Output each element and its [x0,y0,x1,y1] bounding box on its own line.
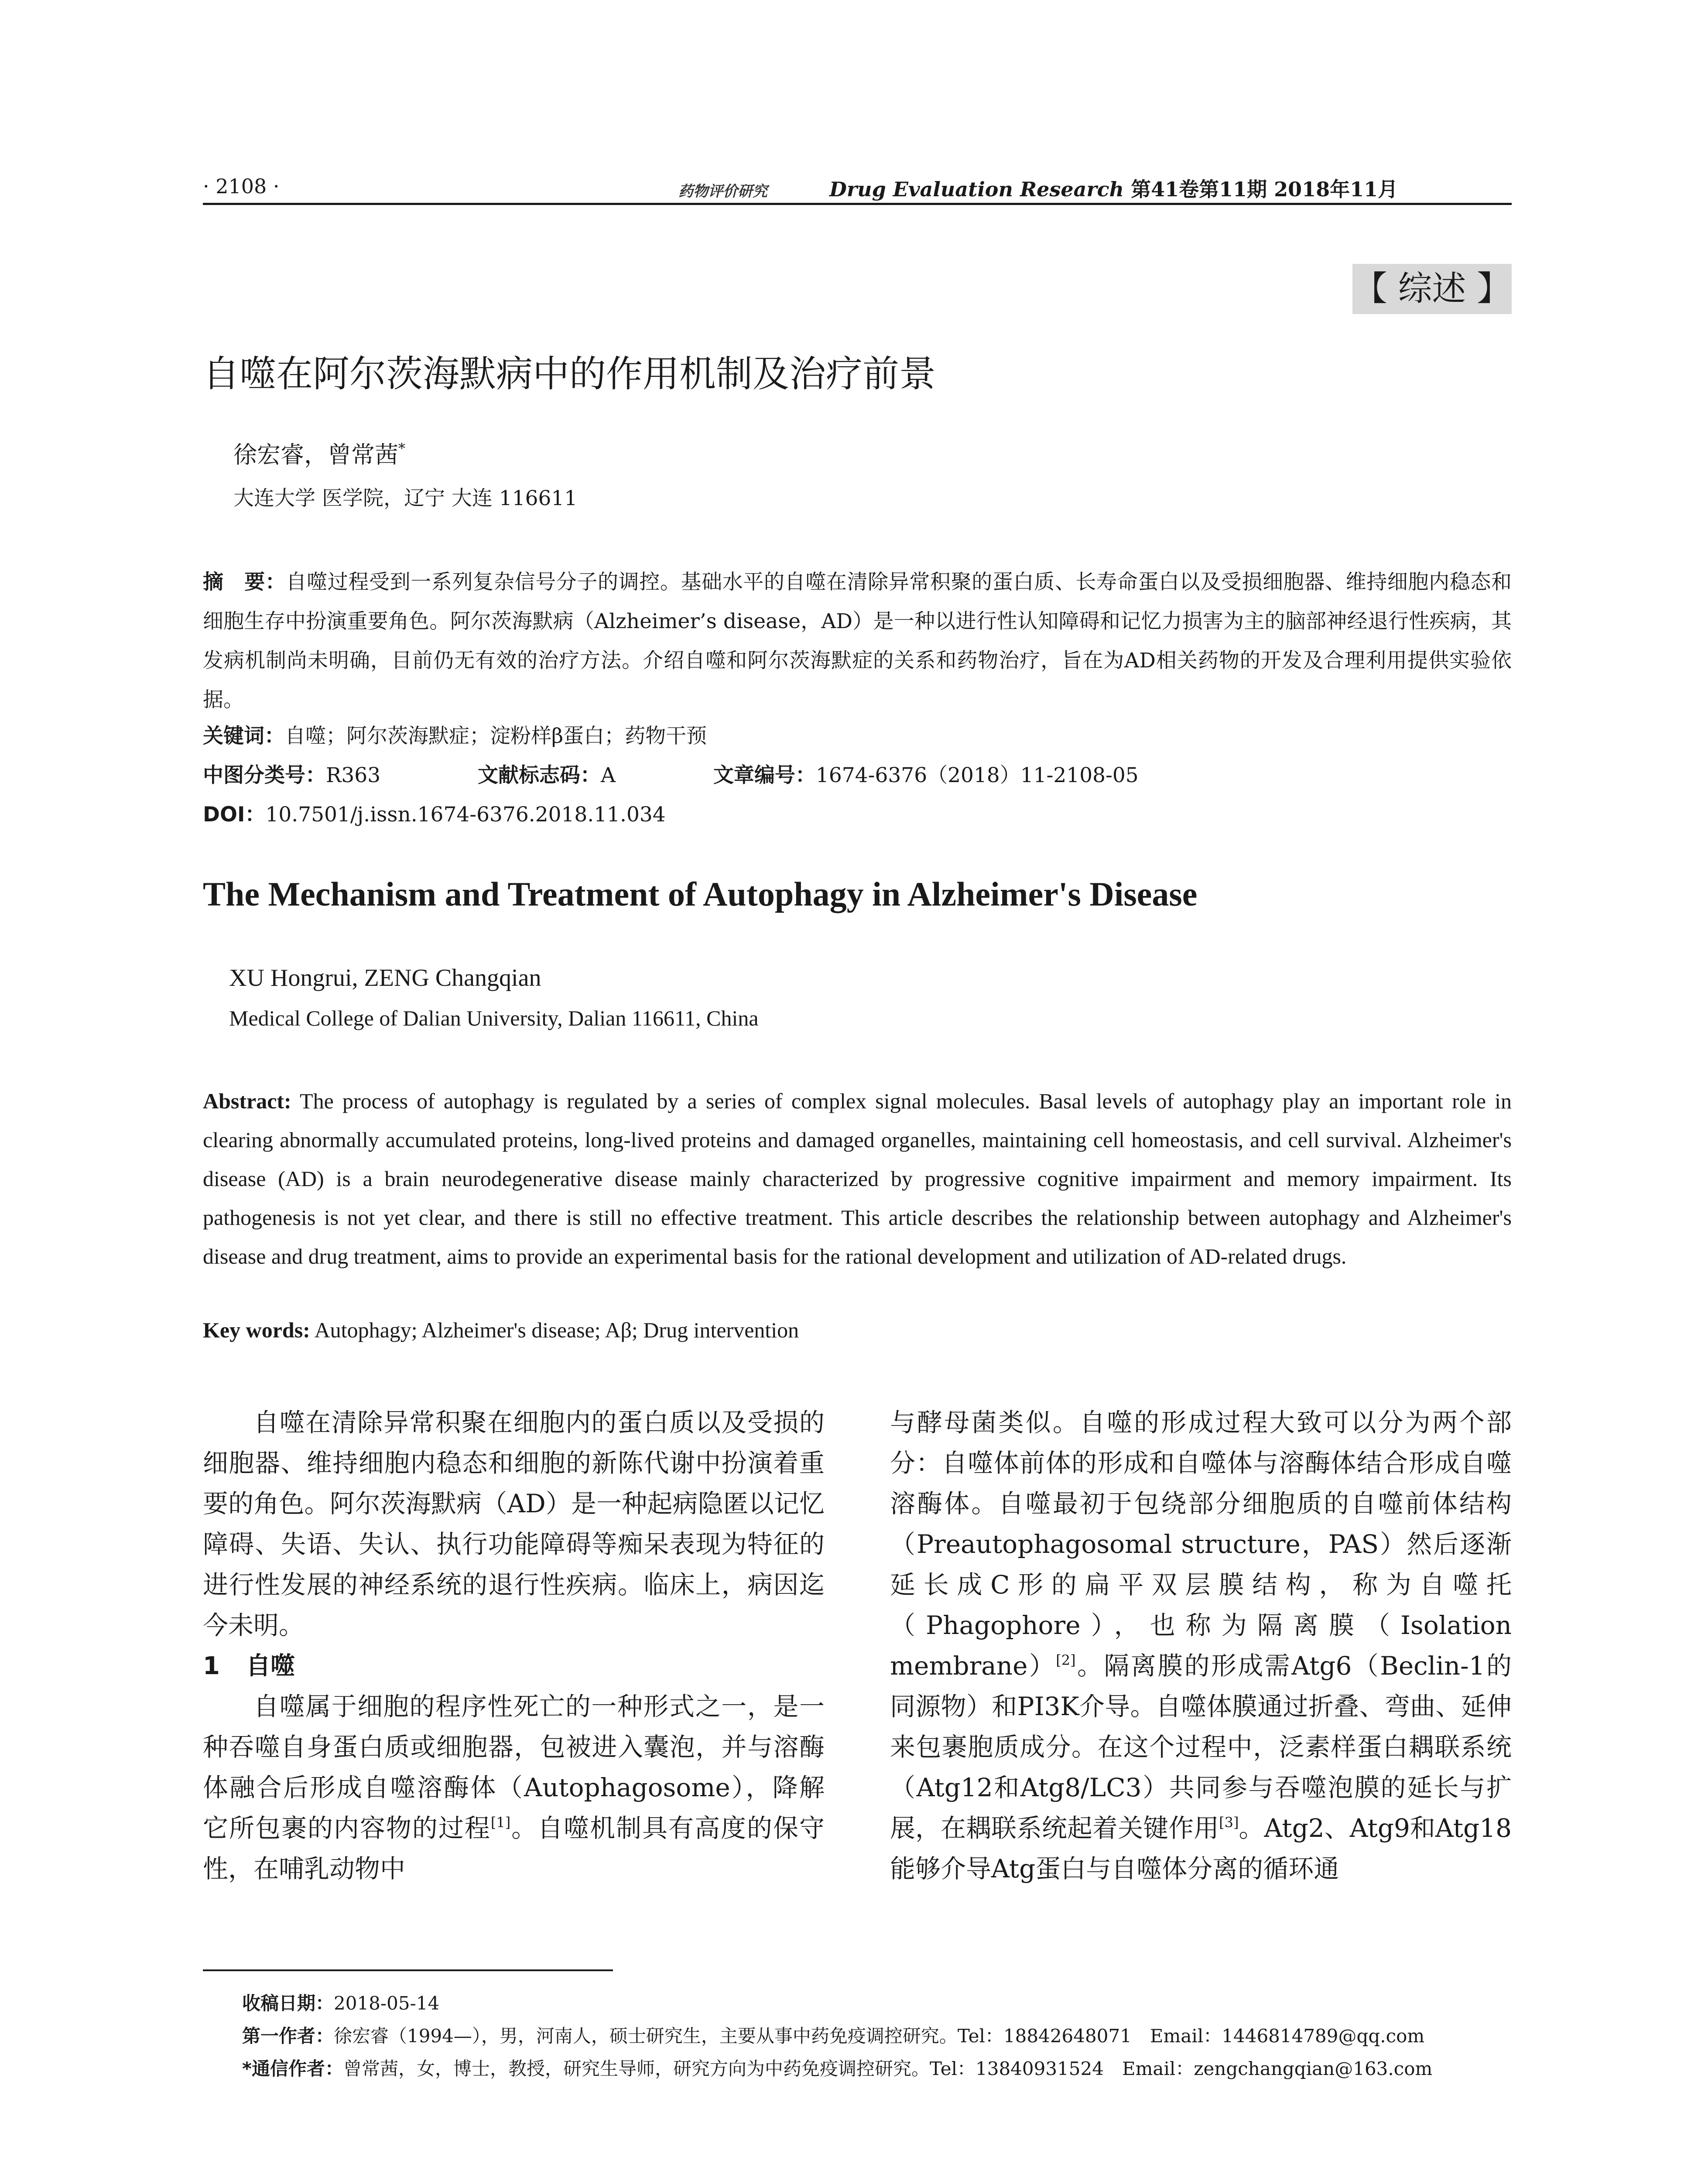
abstract-en-label: Abstract: [203,1089,291,1113]
first-author-label: 第一作者： [242,2025,334,2047]
keywords-en-label: Key words: [203,1318,310,1342]
corresponding-text: 曾常茜，女，博士，教授，研究生导师，研究方向为中药免疫调控研究。Tel：13840931524 Email：zengchangqian@163.com [343,2058,1433,2079]
first-author-text: 徐宏睿（1994—），男，河南人，硕士研究生，主要从事中药免疫调控研究。Tel：18842648071 Email：1446814789@qq.com [334,2025,1425,2047]
p1b-text-cont: 与酵母菌类似。自噬的形成过程大致可以分为两个部分：自噬体前体的形成和自噬体与溶酶体结合形成自噬溶酶体。自噬最初于包绕部分细胞质的自噬前体结构（Preautophagosomal structure，PAS）然后逐渐延长成C形的扁平双层膜结构，称为自噬托（Phagophore），也称为隔离膜（Isolation membrane） [890,1408,1512,1681]
section1-paragraph-start [203,1686,825,1889]
affiliation-cn: 大连大学 医学院，辽宁 大连 116611 [233,486,578,510]
footnote-corresponding [242,2055,1432,2081]
journal-issue: 第41卷第11期 2018年11月 [1131,178,1398,201]
page-number: · 2108 · [203,174,280,198]
keywords-cn [203,720,707,749]
section-heading [203,1646,825,1686]
header-rule [203,203,1512,205]
doc-code-value: A [601,763,616,787]
body-column-left [203,1402,825,1889]
p1b-text-start: 。自噬机制具有高度的保守性，在哺乳动物中 [203,1813,825,1884]
footnote-rule [203,1969,613,1971]
doi-label: DOI： [203,803,266,827]
corresponding-mark: * [398,440,405,457]
p1c-text: 。隔离膜的形成需Atg6（Beclin-1的同源物）和PI3K介导。自噬体膜通过折叠、弯曲、延伸来包裹胞质成分。在这个过程中，泛素样蛋白耦联系统（Atg12和Atg8/LC3）共同参与吞噬泡膜的延长与扩展，在耦联系统起着关键作用 [890,1651,1512,1843]
footnote-first-author [242,2022,1424,2048]
section-title: 自噬 [246,1652,295,1680]
title-en: The Mechanism and Treatment of Autophagy in Alzheimer's Disease [203,875,1198,913]
corresponding-label: *通信作者： [242,2058,343,2079]
abstract-en-text: The process of autophagy is regulated by a series of complex signal molecules. Basal levels of autophagy play an important role in clearing abnormally accumulated proteins, long-lived proteins and damaged organelles, maintaining cell homeostasis, and cell survival. Alzheimer's disease (AD) is a brain neurodegenerative disease mainly characterized by progressive cognitive impairment and memory impairment. Its pathogenesis is not yet clear, and there is still no effective treatment. This article describes the relationship between autophagy and Alzheimer's disease and drug treatment, aims to provide an experimental basis for the rational development and utilization of AD-related drugs. [203,1089,1512,1268]
received-label: 收稿日期： [242,1993,334,2014]
body-column-right [890,1402,1512,1889]
clc-value: R363 [326,763,381,787]
authors-cn [233,436,405,470]
doi-line [203,798,666,827]
abstract-en [203,1082,1512,1276]
journal-info [678,174,1398,202]
keywords-cn-label: 关键词： [203,724,285,748]
keywords-cn-text: 自噬；阿尔茨海默症；淀粉样β蛋白；药物干预 [285,724,707,748]
authors-cn-names: 徐宏睿，曾常茜 [233,441,398,468]
citation-ref: [1] [490,1814,511,1831]
citation-ref: [2] [1056,1652,1076,1668]
doc-code-label: 文献标志码： [478,763,601,787]
p1a-text: 自噬属于细胞的程序性死亡的一种形式之一，是一种吞噬自身蛋白质或细胞器，包被进入囊泡，并与溶酶体融合后形成自噬溶酶体（Autophagosome），降解它所包裹的内容物的过程 [203,1692,825,1843]
section-number: 1 [203,1652,220,1680]
abstract-cn-text: 自噬过程受到一系列复杂信号分子的调控。基础水平的自噬在清除异常积聚的蛋白质、长寿命蛋白以及受损细胞器、维持细胞内稳态和细胞生存中扮演重要角色。阿尔茨海默病（Alzheimer’s disease，AD）是一种以进行性认知障碍和记忆力损害为主的脑部神经退行性疾病，其发病机制尚未明确，目前仍无有效的治疗方法。介绍自噬和阿尔茨海默症的关系和药物治疗，旨在为AD相关药物的开发及合理利用提供实验依据。 [203,570,1512,712]
keywords-en [203,1317,799,1343]
section-tag: 【 综述 】 [1352,264,1512,314]
article-number-label: 文章编号： [713,763,816,787]
abstract-cn [203,563,1512,720]
citation-ref: [3] [1219,1814,1239,1831]
running-header [203,170,1512,201]
section1-paragraph-cont [890,1402,1512,1889]
article-number-value: 1674-6376（2018）11-2108-05 [816,763,1139,787]
journal-name: Drug Evaluation Research [829,178,1124,201]
received-date: 2018-05-14 [334,1993,440,2014]
clc-label: 中图分类号： [203,763,326,787]
intro-paragraph: 自噬在清除异常积聚在细胞内的蛋白质以及受损的细胞器、维持细胞内稳态和细胞的新陈代谢中扮演着重要的角色。阿尔茨海默病（AD）是一种起病隐匿以记忆障碍、失语、失认、执行功能障碍等痴呆表现为特征的进行性发展的神经系统的退行性疾病。临床上，病因迄今未明。 [203,1408,825,1640]
keywords-en-text: Autophagy; Alzheimer's disease; Aβ; Drug intervention [314,1318,799,1342]
affiliation-en: Medical College of Dalian University, Dalian 116611, China [229,1006,759,1030]
journal-logo: 药物评价研究 [678,183,767,200]
doi-value: 10.7501/j.issn.1674-6376.2018.11.034 [265,803,666,827]
footnote-received [242,1989,439,2015]
p1d-text: 。Atg2、Atg9和Atg18能够介导Atg蛋白与自噬体分离的循环通 [890,1813,1512,1884]
abstract-cn-label: 摘 要： [203,570,286,594]
classification-line [203,759,1512,788]
title-cn: 自噬在阿尔茨海默病中的作用机制及治疗前景 [203,352,936,395]
authors-en: XU Hongrui, ZENG Changqian [229,964,541,991]
